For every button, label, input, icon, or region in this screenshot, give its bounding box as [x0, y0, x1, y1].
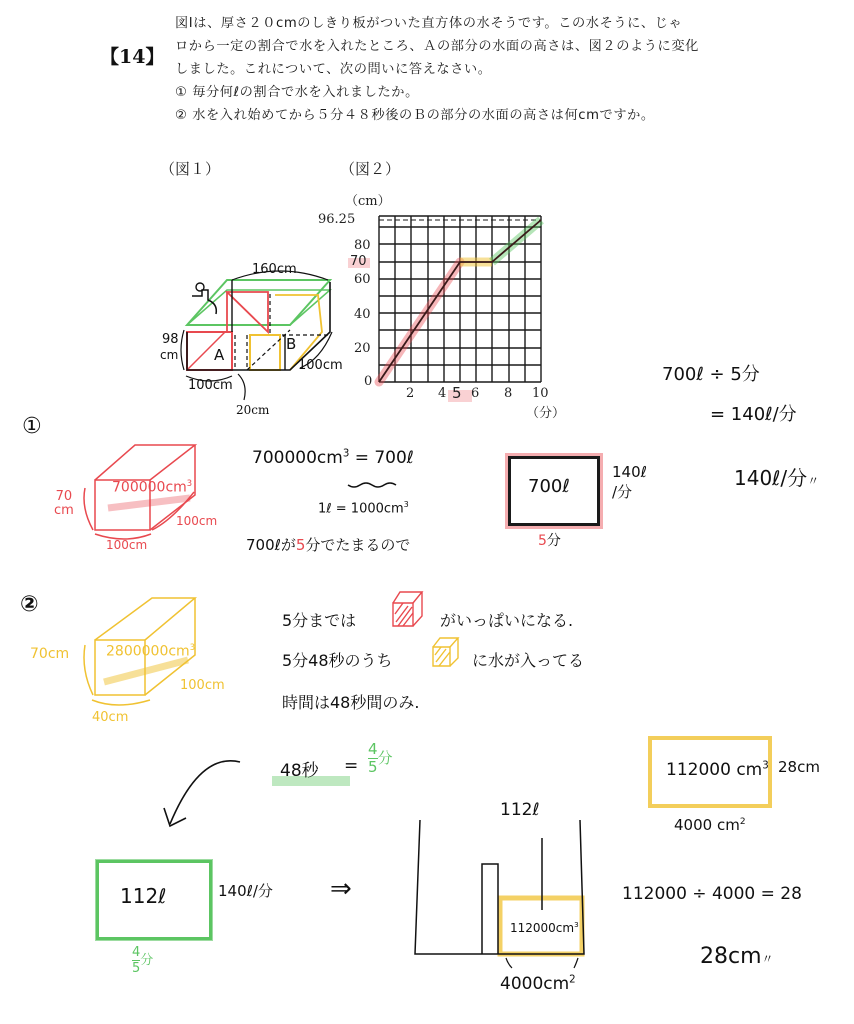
x-tick: 6 — [471, 386, 480, 401]
rate-box-side: 140ℓ /分 — [612, 463, 647, 501]
part1-answer: 140ℓ/分〃 — [734, 466, 820, 490]
part2-sentence3: 時間は48秒間のみ. — [282, 693, 420, 712]
red-cube-volume: $700000cm^3$ — [112, 478, 193, 496]
question-2: ② 水を入れ始めてから５分４８秒後のＢの部分の水面の高さは何cmですか。 — [175, 108, 655, 123]
liter-definition: 1ℓ = $1000cm^3$ — [318, 500, 409, 517]
part1-marker: ① — [22, 414, 42, 439]
dim-height-unit: cm — [160, 348, 179, 362]
part1-calc-line1: 700ℓ ÷ 5分 — [662, 364, 760, 385]
part2-sentence1: 5分までは — [282, 611, 357, 630]
x-annotation-5: 5 — [452, 384, 462, 402]
x-axis-unit: （分） — [526, 406, 566, 421]
question-1: ① 毎分何ℓの割合で水を入れましたか。 — [175, 85, 419, 100]
y-tick: 20 — [354, 341, 371, 356]
x-tick: 4 — [438, 386, 447, 401]
part1-conversion: $700000cm^3$ = 700ℓ — [252, 448, 414, 468]
x-tick: 2 — [406, 386, 415, 401]
y-axis-unit: （cm） — [345, 194, 391, 209]
part2-answer: 28cm〃 — [700, 944, 774, 969]
red-cube-depth: 100cm — [176, 514, 218, 528]
part2-marker: ② — [20, 592, 39, 617]
part2-sentence2-end: に水が入ってる — [472, 651, 585, 670]
implies-arrow-icon: ⇒ — [330, 874, 352, 904]
green-box-bottom: $\frac{4}{5}$ 分 — [132, 945, 154, 976]
part1-note: 700ℓが5分でたまるので — [246, 536, 411, 554]
yellow-cube-volume: $2800000cm^3$ — [106, 642, 196, 660]
part1-calc-line2: = 140ℓ/分 — [710, 404, 797, 425]
dim-width-a: 100cm — [188, 378, 233, 393]
part2-sentence2: 5分48秒のうち — [282, 651, 393, 670]
dim-depth: 100cm — [298, 358, 343, 373]
part2-sentence1-end: がいっぱいになる. — [440, 611, 574, 630]
tank-bottom-label: $4000cm^2$ — [500, 974, 576, 994]
rate-box-volume: 700ℓ — [528, 476, 570, 497]
problem-line: 図Ⅰは、厚さ２０cmのしきり板がついた直方体の水そうです。この水そうに、じゃ — [175, 16, 683, 31]
problem-line: しました。これについて、次の問いに答えなさい。 — [175, 62, 492, 77]
yellow-box-volume: 112000 $cm^3$ — [666, 760, 769, 780]
seconds-value: 48秒 — [280, 761, 319, 781]
y-annotation-70: 70 — [350, 254, 367, 269]
yellow-cube-depth: 100cm — [180, 678, 225, 693]
dim-length: 160cm — [252, 262, 297, 277]
problem-number: 【14】 — [100, 46, 165, 68]
green-box-volume: 112ℓ — [120, 884, 167, 908]
green-box-side: 140ℓ/分 — [218, 882, 273, 900]
tank-top-label: 112ℓ — [500, 800, 540, 820]
red-cube-height: 70 cm — [54, 489, 74, 518]
x-tick: 10 — [532, 386, 549, 401]
part2-calculation: 112000 ÷ 4000 = 28 — [622, 884, 802, 904]
yellow-box-bottom: 4000 $cm^2$ — [674, 816, 746, 834]
rate-box-bottom: 5分 — [538, 533, 561, 549]
y-tick: 40 — [354, 307, 371, 322]
equals-sign: = — [344, 756, 359, 776]
figure1-label: （図１） — [160, 160, 221, 178]
red-cube-width: 100cm — [106, 538, 148, 552]
y-tick: 80 — [354, 238, 371, 253]
figure2-label: （図２） — [340, 160, 401, 178]
section-b-label: B — [286, 335, 297, 353]
problem-line: ロから一定の割合で水を入れたところ、Ａの部分の水面の高さは、図２のように変化 — [175, 39, 699, 54]
tank-fill-label: $112000cm^3$ — [510, 920, 579, 935]
yellow-box-side: 28cm — [778, 758, 820, 776]
yellow-cube-width: 40cm — [92, 710, 129, 725]
dim-height-num: 98 — [162, 332, 179, 347]
section-a-label: A — [214, 346, 225, 364]
fraction-minutes: $\frac{4}{5}$ 分 — [368, 740, 393, 776]
y-tick: 60 — [354, 272, 371, 287]
dim-partition: 20cm — [236, 403, 270, 417]
y-tick: 96.25 — [318, 212, 356, 227]
x-tick: 8 — [504, 386, 513, 401]
yellow-cube-height: 70cm — [30, 646, 70, 662]
y-tick: 0 — [364, 374, 373, 389]
